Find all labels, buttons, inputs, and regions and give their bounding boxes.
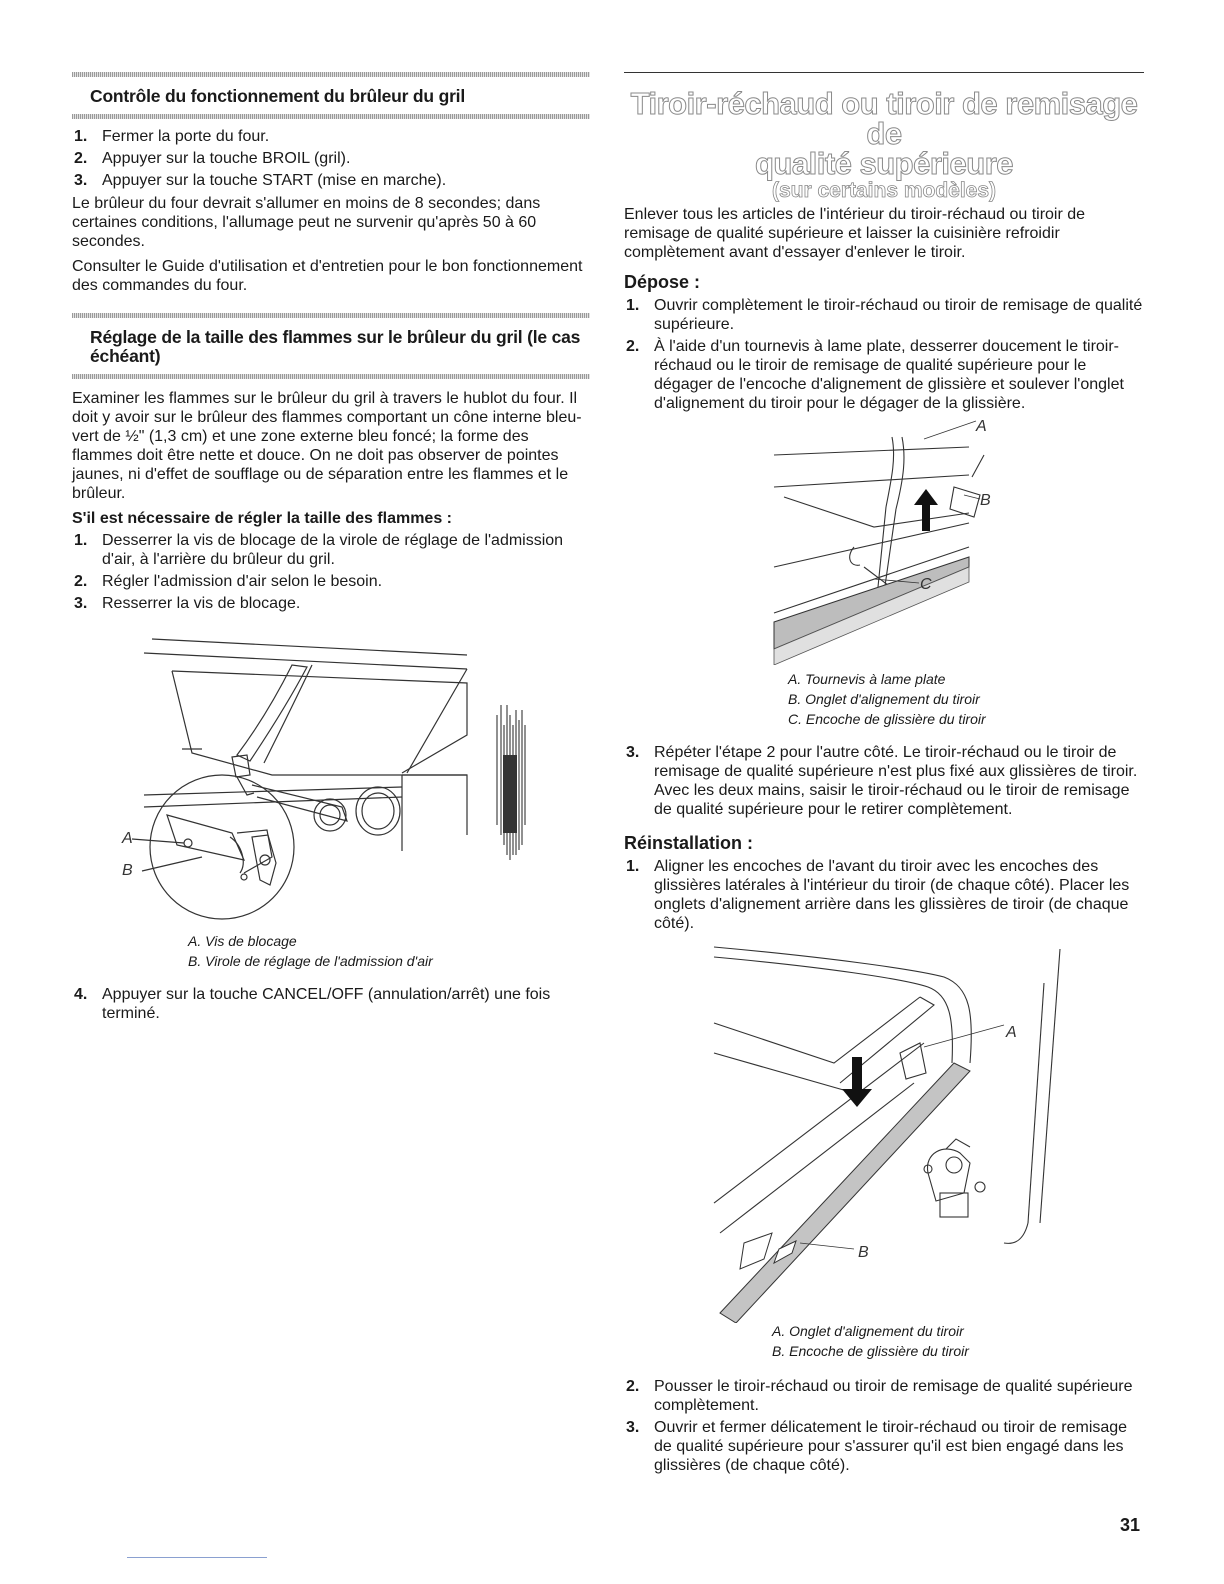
- list-item: 3. Resserrer la vis de blocage.: [74, 595, 301, 612]
- caption-line: C. Encoche de glissière du tiroir: [788, 711, 986, 727]
- subheading: S'il est nécessaire de régler la taille des flammes :: [72, 510, 452, 527]
- drawer-reinstall-drawing: [624, 943, 1144, 1323]
- paragraph: Enlever tous les articles de l'intérieur du tiroir-réchaud ou tiroir de remisage de qualité supérieure et laisser la cuisinière refroidir complètement avant d'essayer d'enlever le tiroir.: [624, 206, 1086, 261]
- drawer-removal-illustration: [624, 417, 1144, 665]
- footer-rule: [127, 1557, 267, 1558]
- flame-pattern: [503, 755, 517, 833]
- list-item: 3. Appuyer sur la touche START (mise en marche).: [74, 172, 447, 189]
- broil-check-steps: [72, 127, 590, 190]
- depose-final-step: [624, 743, 1144, 819]
- paragraph: Le brûleur du four devrait s'allumer en moins de 8 secondes; dans certaines conditions, l'allumage peut ne survenir qu'après 50 à 60 secondes.: [72, 195, 541, 250]
- reinstall-final-steps: [624, 1377, 1144, 1475]
- drawer-rail: [720, 1063, 970, 1323]
- heading-depose: Dépose :: [624, 272, 701, 292]
- paragraph: Consulter le Guide d'utilisation et d'entretien pour le bon fonctionnement des commandes du four.: [72, 258, 583, 294]
- figure-label-b: B: [858, 1244, 869, 1261]
- list-item: 1. Desserrer la vis de blocage de la virole de réglage de l'admission d'air, à l'arrière du brûleur du gril.: [74, 532, 564, 568]
- figure-label-a: A: [1006, 1024, 1017, 1041]
- caption-line: B. Onglet d'alignement du tiroir: [788, 691, 980, 707]
- list-item: 2. Pousser le tiroir-réchaud ou tiroir de remisage de qualité supérieure complètement.: [626, 1378, 1133, 1414]
- list-item: 1. Fermer la porte du four.: [74, 128, 270, 145]
- section-rule-bottom: [72, 114, 590, 119]
- page-title-line: qualité supérieure: [754, 146, 1014, 181]
- list-item: 2. Appuyer sur la touche BROIL (gril).: [74, 150, 351, 167]
- caption-line: A. Tournevis à lame plate: [788, 671, 946, 687]
- broiler-burner-illustration: [72, 625, 590, 937]
- figure-label-b: B: [980, 492, 991, 509]
- section-rule-bottom: [72, 374, 590, 379]
- page-title-line: Tiroir-réchaud ou tiroir de remisage de: [630, 86, 1138, 151]
- list-item: 2. Régler l'admission d'air selon le besoin.: [74, 573, 383, 590]
- figure-label-c: C: [920, 576, 932, 593]
- list-item: 1. Ouvrir complètement le tiroir-réchaud ou tiroir de remisage de qualité supérieure.: [626, 297, 1143, 333]
- list-item: 3. Ouvrir et fermer délicatement le tiroir-réchaud ou tiroir de remisage de qualité supérieure pour s'assurer qu'il est bien engagé dans les glissières (de chaque côté).: [626, 1419, 1128, 1474]
- flame-adjust-steps: [72, 531, 590, 613]
- page-subtitle: (sur certains modèles): [771, 179, 997, 202]
- flame-adjust-final-step: [72, 985, 590, 1023]
- page-number: 31: [1120, 1515, 1141, 1535]
- list-item: 2. À l'aide d'un tournevis à lame plate, desserrer doucement le tiroir-réchaud ou le tiroir de remisage de qualité supérieure pour le dégager de l'encoche d'alignement de glissière et soulever l'onglet d'alignement du tiroir pour le dégager de la glissière.: [626, 338, 1124, 412]
- list-item: 3. Répéter l'étape 2 pour l'autre côté. Le tiroir-réchaud ou le tiroir de remisage de qualité supérieure n'est plus fixé aux glissières de tiroir. Avec les deux mains, saisir le tiroir-réchaud ou le tiroir de remisage de qualité supérieure pour le retirer complètement.: [626, 744, 1138, 818]
- figure-caption: [624, 1321, 1144, 1361]
- section-heading-broil-check: Contrôle du fonctionnement du brûleur du gril: [90, 86, 466, 106]
- caption-line: B. Virole de réglage de l'admission d'air: [188, 953, 433, 969]
- left-column: [72, 0, 590, 1023]
- drawer-removal-drawing: [624, 417, 1144, 665]
- section-heading-flame-adjust: Réglage de la taille des flammes sur le brûleur du gril (le cas échéant): [90, 327, 581, 366]
- list-item: 4. Appuyer sur la touche CANCEL/OFF (annulation/arrêt) une fois terminé.: [74, 986, 551, 1022]
- caption-line: B. Encoche de glissière du tiroir: [772, 1343, 969, 1359]
- drawer-reinstall-illustration: [624, 943, 1144, 1323]
- figure-label-a: A: [122, 830, 133, 847]
- paragraph: Examiner les flammes sur le brûleur du gril à travers le hublot du four. Il doit y avoir sur le brûleur des flammes comportant un cône interne bleu-vert de ½" (1,3 cm) et une zone externe bleu foncé; la forme des flammes doit être nette et douce. On ne doit pas observer de pointes jaunes, ni d'effet de soufflage ou de séparation entre les flammes et le brûleur.: [72, 390, 582, 502]
- down-arrow-icon: [842, 1057, 872, 1107]
- caption-line: A. Onglet d'alignement du tiroir: [772, 1323, 964, 1339]
- figure-caption: [624, 669, 1144, 729]
- heading-reinstallation: Réinstallation :: [624, 833, 754, 853]
- depose-steps: [624, 296, 1144, 413]
- reinstall-first-step: [624, 857, 1144, 933]
- up-arrow-icon: [914, 489, 938, 531]
- caption-line: A. Vis de blocage: [188, 933, 297, 949]
- list-item: 1. Aligner les encoches de l'avant du tiroir avec les encoches des glissières latérales à l'intérieur du tiroir (de chaque côté). Placer les onglets d'alignement arrière dans les glissières de tiroir (de chaque côté).: [626, 858, 1130, 932]
- figure-label-b: B: [122, 862, 133, 879]
- right-column: [624, 0, 1144, 1475]
- burner-drawing: [72, 625, 590, 937]
- figure-label-a: A: [976, 418, 987, 435]
